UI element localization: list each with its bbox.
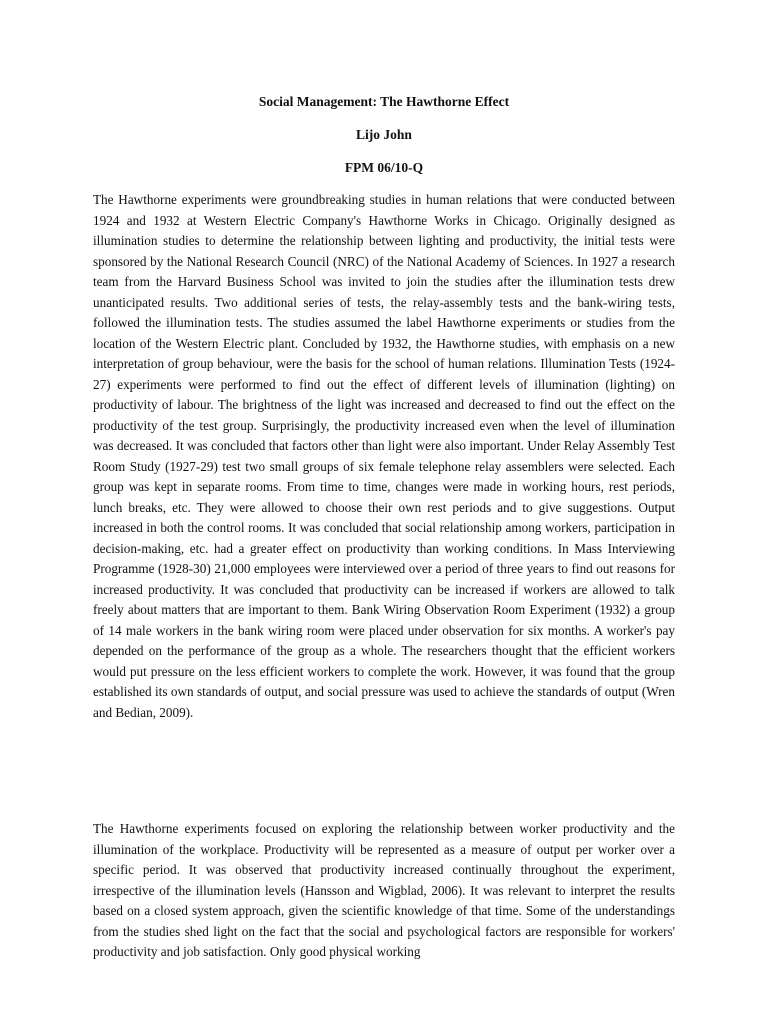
- document-title: Social Management: The Hawthorne Effect: [258, 94, 510, 109]
- body-paragraph: The Hawthorne experiments focused on exploring the relationship between worker productivity and the illumination of the workplace. Productivity will be represented as a measure of output per worker over a specific period. It was observed that productivity increased continually throughout the experiment, irrespective of the illumination levels (Hansson and Wigblad, 2006). It was relevant to interpret the results based on a closed system approach, given the scientific knowledge of that time. Some of the understandings from the studies shed light on the fact that the social and psychological factors are responsible for workers' productivity and job satisfaction. Only good physical working: [93, 821, 675, 959]
- body-paragraph: The Hawthorne experiments were groundbreaking studies in human relations that were conducted between 1924 and 1932 at Western Electric Company's Hawthorne Works in Chicago. Originally designed as illumination studies to determine the relationship between lighting and productivity, the initial tests were sponsored by the National Research Council (NRC) of the National Academy of Sciences. In 1927 a research team from the Harvard Business School was invited to join the studies after the illumination tests drew unanticipated results. Two additional series of tests, the relay-assembly tests and the bank-wiring tests, followed the illumination tests. The studies assumed the label Hawthorne experiments or studies from the location of the Western Electric plant. Concluded by 1932, the Hawthorne studies, with emphasis on a new interpretation of group behaviour, were the basis for the school of human relations. Illumination Tests (1924-27) experiments were performed to find out the effect of different levels of illumination (lighting) on productivity of labour. The brightness of the light was increased and decreased to find out the effect on the productivity of the test group. Surprisingly, the productivity increased even when the level of illumination was decreased. It was concluded that factors other than light were also important. Under Relay Assembly Test Room Study (1927-29) test two small groups of six female telephone relay assemblers were selected. Each group was kept in separate rooms. From time to time, changes were made in working hours, rest periods, lunch breaks, etc. They were allowed to choose their own rest periods and to give suggestions. Output increased in both the control rooms. It was concluded that social relationship among workers, participation in decision-making, etc. had a greater effect on productivity than working conditions. In Mass Interviewing Programme (1928-30) 21,000 employees were interviewed over a period of three years to find out reasons for increased productivity. It was concluded that productivity can be increased if workers are allowed to talk freely about matters that are important to them. Bank Wiring Observation Room Experiment (1932) a group of 14 male workers in the bank wiring room were placed under observation for six months. A worker's pay depended on the performance of the group as a whole. The researchers thought that the efficient workers would put pressure on the less efficient workers to complete the work. However, it was found that the group established its own standards of output, and social pressure was used to achieve the standards of output (Wren and Bedian, 2009).: [93, 192, 675, 720]
- document-id: FPM 06/10-Q: [344, 160, 424, 175]
- document-author: Lijo John: [356, 127, 412, 142]
